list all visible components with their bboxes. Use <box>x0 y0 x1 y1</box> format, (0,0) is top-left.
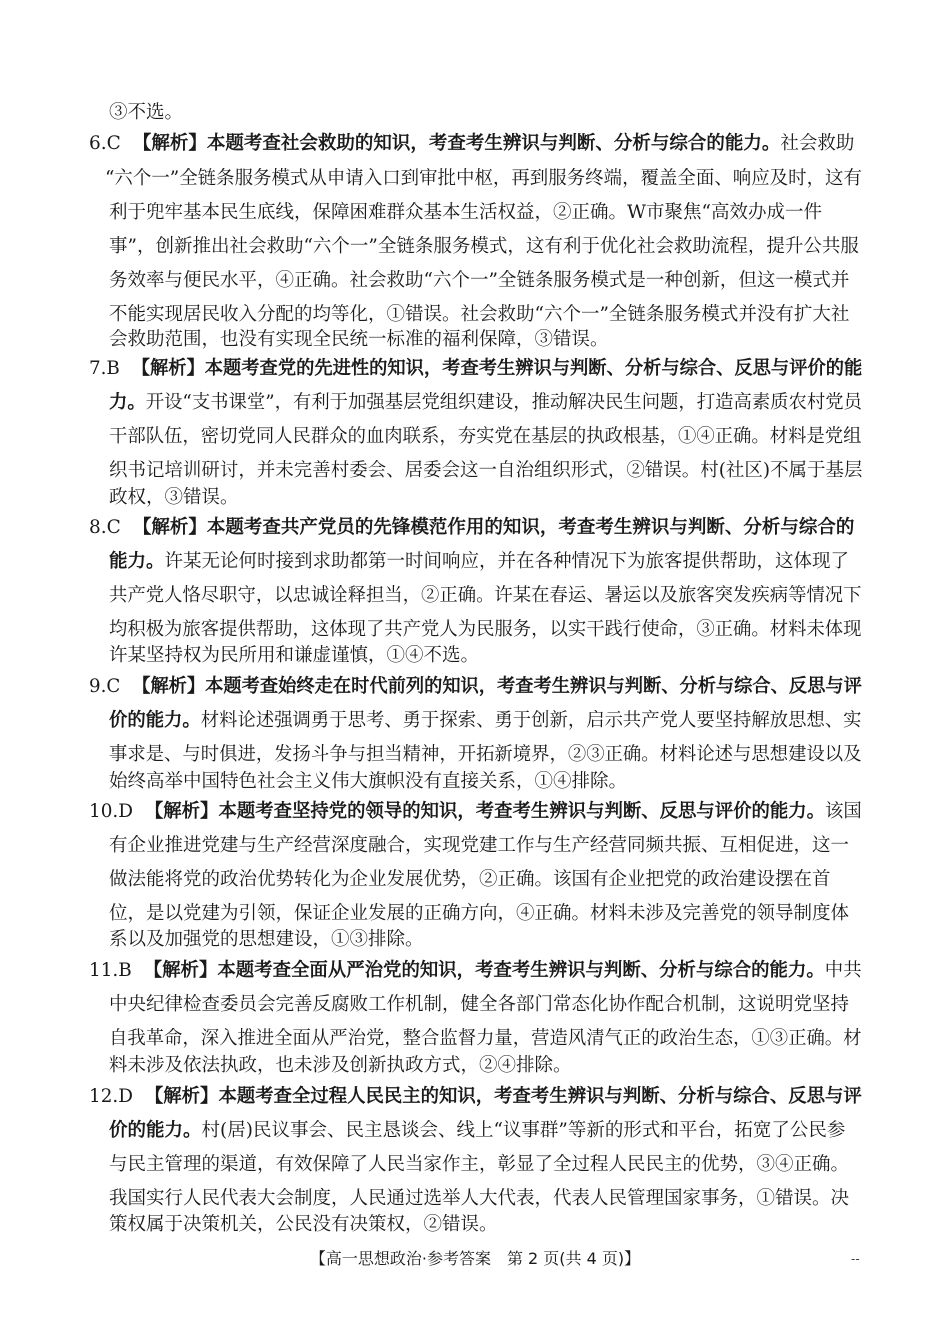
analysis-text: 政权，③错误。 <box>109 487 239 508</box>
analysis-text: 系以及加强党的思想建设，①③排除。 <box>109 929 424 950</box>
page-footer: 【高一思想政治·参考答案 第 2 页(共 4 页)】 <box>309 1249 641 1268</box>
analysis-text: 有企业推进党建与生产经营深度融合，实现党建工作与生产经营同频共振、互相促进，这一 <box>109 835 850 856</box>
analysis-text: 我国实行人民代表大会制度，人民通过选举人大代表，代表人民管理国家事务，①错误。决 <box>109 1188 850 1209</box>
analysis-tag: 【解析】 <box>131 358 205 379</box>
analysis-text: 利于兜牢基本民生底线，保障困难群众基本生活权益，②正确。W市聚焦“高效办成一件 <box>109 202 822 223</box>
analysis-text: 许某无论何时接到求助都第一时间响应，并在各种情况下为旅客提供帮助，这体现了 <box>164 551 850 572</box>
continued-text: ③不选。 <box>109 102 184 123</box>
analysis-lead: 本题考查坚持党的领导的知识，考查考生辨识与判断、反思与评价的能力。 <box>218 801 826 822</box>
analysis-lead: 力。 <box>109 392 146 413</box>
analysis-text: 干部队伍，密切党同人民群众的血肉联系，夯实党在基层的执政根基，①④正确。材料是党组 <box>109 426 862 447</box>
analysis-lead: 本题考查全面从严治党的知识，考查考生辨识与判断、分析与综合的能力。 <box>217 960 825 981</box>
analysis-lead: 价的能力。 <box>109 1120 202 1141</box>
analysis-tag: 【解析】 <box>144 1086 219 1107</box>
analysis-text: 织书记培训研讨，并未完善村委会、居委会这一自治组织形式，②错误。村(社区)不属于基层 <box>109 460 863 481</box>
analysis-text: 始终高举中国特色社会主义伟大旗帜没有直接关系，①④排除。 <box>109 771 628 792</box>
answer-number: 12.D <box>89 1086 133 1107</box>
analysis-lead: 本题考查始终走在时代前列的知识，考查考生辨识与判断、分析与综合、反思与评 <box>205 676 862 697</box>
analysis-text: 社会救助 <box>780 133 855 154</box>
analysis-text: “六个一”全链条服务模式从申请入口到审批中枢，再到服务终端，覆盖全面、响应及时，这有 <box>105 168 862 189</box>
footer-mark: -- <box>851 1252 860 1266</box>
analysis-text: 材料论述强调勇于思考、勇于探索、勇于创新，启示共产党人要坚持解放思想、实 <box>200 710 862 731</box>
answer-number: 8.C <box>89 517 121 538</box>
answer-number: 7.B <box>89 358 120 379</box>
analysis-text: 会救助范围，也没有实现全民统一标准的福利保障，③错误。 <box>109 329 609 350</box>
analysis-text: 开设“支书课堂”，有利于加强基层党组织建设，推动解决民生问题，打造高素质农村党员 <box>145 392 862 413</box>
analysis-text: 料未涉及依法执政，也未涉及创新执政方式，②④排除。 <box>109 1055 572 1076</box>
analysis-lead: 本题考查社会救助的知识，考查考生辨识与判断、分析与综合的能力。 <box>206 133 781 154</box>
analysis-text: 务效率与便民水平，④正确。社会救助“六个一”全链条服务模式是一种创新，但这一模式并 <box>109 270 850 291</box>
analysis-lead: 价的能力。 <box>109 710 201 731</box>
answer-number: 6.C <box>89 133 121 154</box>
analysis-text: 中共 <box>824 960 862 981</box>
analysis-text: 做法能将党的政治优势转化为企业发展优势，②正确。该国有企业把党的政治建设摆在首 <box>109 869 831 890</box>
analysis-text: 策权属于决策机关，公民没有决策权，②错误。 <box>109 1214 498 1235</box>
analysis-text: 均积极为旅客提供帮助，这体现了共产党人为民服务，以实干践行使命，③正确。材料未体现 <box>109 619 862 640</box>
answer-number: 9.C <box>89 676 121 697</box>
analysis-text: 该国 <box>825 801 862 822</box>
analysis-text: 事求是、与时俱进，发扬斗争与担当精神，开拓新境界，②③正确。材料论述与思想建设以及 <box>109 744 862 765</box>
analysis-tag: 【解析】 <box>132 517 207 538</box>
answer-number: 10.D <box>89 801 133 822</box>
analysis-text: 与民主管理的渠道，有效保障了人民当家作主，彰显了全过程人民民主的优势，③④正确。 <box>109 1154 850 1175</box>
analysis-tag: 【解析】 <box>132 133 207 154</box>
analysis-lead: 本题考查全过程人民民主的知识，考查考生辨识与判断、分析与综合、反思与评 <box>218 1086 862 1107</box>
analysis-lead: 本题考查共产党员的先锋模范作用的知识，考查考生辨识与判断、分析与综合的 <box>206 517 855 538</box>
analysis-text: 村(居)民议事会、民主恳谈会、线上“议事群”等新的形式和平台，拓宽了公民参 <box>201 1120 846 1141</box>
analysis-text: 位，是以党建为引领，保证企业发展的正确方向，④正确。材料未涉及完善党的领导制度体 <box>109 903 850 924</box>
analysis-tag: 【解析】 <box>144 801 219 822</box>
analysis-lead: 能力。 <box>109 551 165 572</box>
analysis-text: 事”，创新推出社会救助“六个一”全链条服务模式，这有利于优化社会救助流程，提升公共服 <box>109 236 859 257</box>
analysis-text: 共产党人恪尽职守，以忠诚诠释担当，②正确。许某在春运、暑运以及旅客突发疾病等情况下 <box>109 585 862 606</box>
analysis-tag: 【解析】 <box>143 960 218 981</box>
analysis-text: 不能实现居民收入分配的均等化，①错误。社会救助“六个一”全链条服务模式并没有扩大社 <box>109 304 850 325</box>
analysis-text: 自我革命，深入推进全面从严治党，整合监督力量，营造风清气正的政治生态，①③正确。材 <box>109 1028 862 1049</box>
answer-number: 11.B <box>89 960 132 981</box>
analysis-text: 中央纪律检查委员会完善反腐败工作机制，健全各部门常态化协作配合机制，这说明党坚持 <box>109 994 850 1015</box>
analysis-lead: 本题考查党的先进性的知识，考查考生辨识与判断、分析与综合、反思与评价的能 <box>204 358 863 379</box>
analysis-tag: 【解析】 <box>132 676 206 697</box>
analysis-text: 许某坚持权为民所用和谦虚谨慎，①④不选。 <box>109 645 480 666</box>
